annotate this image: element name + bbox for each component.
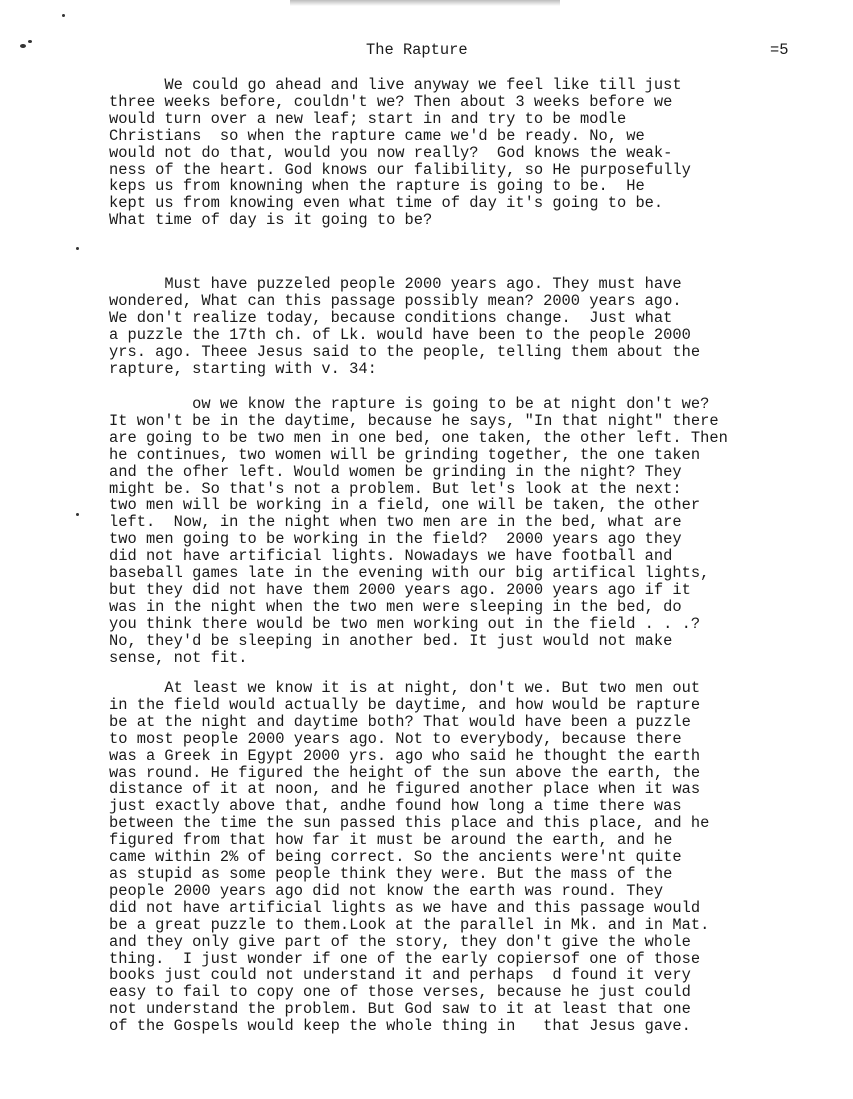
text-line: left. Now, in the night when two men are in the bed, what are	[109, 513, 682, 532]
scan-speck	[76, 247, 79, 250]
text-line: and the ofher left. Would women be grinding in the night? They	[109, 462, 682, 481]
text-line: baseball games late in the evening with our big artifical lights,	[109, 564, 710, 583]
scan-edge-artifact	[290, 0, 560, 6]
text-line: two men going to be working in the field? 2000 years ago they	[109, 530, 682, 549]
text-line: three weeks before, couldn't we? Then about 3 weeks before we	[109, 92, 673, 111]
text-line: No, they'd be sleeping in another bed. It just would not make	[109, 631, 673, 650]
text-line: At least we know it is at night, don't we. But two men out	[109, 679, 701, 697]
text-line: distance of it at noon, and he figured another place when it was	[109, 780, 701, 799]
scan-speck	[20, 44, 26, 48]
text-line: he continues, two women will be grinding together, the one taken	[109, 445, 701, 464]
text-line: just exactly above that, andhe found how long a time there was	[109, 797, 682, 816]
scan-speck	[28, 40, 32, 43]
text-line: What time of day is it going to be?	[109, 211, 433, 230]
text-line: yrs. ago. Theee Jesus said to the people, telling them about the	[109, 342, 701, 361]
text-line: ness of the heart. God knows our falibility, so He purposefully	[109, 160, 691, 179]
text-line: keps us from knowning when the rapture is going to be. He	[109, 177, 645, 196]
text-line: be at the night and daytime both? That would have been a puzzle	[109, 712, 691, 731]
paragraph-1	[109, 77, 691, 229]
text-line: It won't be in the daytime, because he says, "In that night" there	[109, 411, 719, 430]
text-line: was a Greek in Egypt 2000 yrs. ago who said he thought the earth	[109, 746, 701, 765]
text-line: might be. So that's not a problem. But let's look at the next:	[109, 479, 682, 498]
text-line: We don't realize today, because conditions change. Just what	[109, 308, 673, 327]
text-line: but they did not have them 2000 years ago. 2000 years ago if it	[109, 580, 691, 599]
text-line: books just could not understand it and perhaps d found it very	[109, 966, 691, 985]
text-line: you think there would be two men working out in the field . . .?	[109, 614, 701, 633]
text-line: ow we know the rapture is going to be at night don't we?	[109, 395, 710, 413]
text-line: are going to be two men in one bed, one taken, the other left. Then	[109, 428, 728, 447]
page-title: The Rapture	[366, 41, 468, 59]
text-line: to most people 2000 years ago. Not to everybody, because there	[109, 729, 682, 748]
text-line: rapture, starting with v. 34:	[109, 359, 377, 378]
text-line: Christians so when the rapture came we'd be ready. No, we	[109, 126, 645, 145]
text-line: would turn over a new leaf; start in and try to be modle	[109, 109, 627, 128]
text-line: wondered, What can this passage possibly mean? 2000 years ago.	[109, 291, 682, 310]
text-line: was in the night when the two men were sleeping in the bed, do	[109, 597, 682, 616]
text-line: between the time the sun passed this place and this place, and he	[109, 814, 710, 833]
text-line: thing. I just wonder if one of the early copiersof one of those	[109, 949, 701, 968]
paragraph-2	[109, 276, 700, 377]
text-line: Must have puzzeled people 2000 years ago. They must have	[109, 275, 682, 293]
paragraph-3	[109, 396, 728, 667]
text-line: as stupid as some people think they were. But the mass of the	[109, 864, 673, 883]
text-line: did not have artificial lights as we have and this passage would	[109, 898, 701, 917]
text-line: figured from that how far it must be around the earth, and he	[109, 831, 673, 850]
text-line: in the field would actually be daytime, and how would be rapture	[109, 695, 701, 714]
paragraph-4	[109, 680, 709, 1035]
text-line: and they only give part of the story, they don't give the whole	[109, 932, 691, 951]
text-line: easy to fail to copy one of those verses, because he just could	[109, 983, 691, 1002]
text-line: sense, not fit.	[109, 648, 248, 667]
text-line: two men will be working in a field, one will be taken, the other	[109, 496, 701, 515]
text-line: kept us from knowing even what time of day it's going to be.	[109, 194, 664, 213]
text-line: came within 2% of being correct. So the ancients were'nt quite	[109, 848, 682, 867]
text-line: would not do that, would you now really? God knows the weak-	[109, 143, 673, 162]
scan-speck	[76, 513, 79, 516]
text-line: We could go ahead and live anyway we feel like till just	[109, 76, 682, 94]
page-number: =5	[770, 41, 789, 59]
text-line: was round. He figured the height of the sun above the earth, the	[109, 763, 701, 782]
text-line: a puzzle the 17th ch. of Lk. would have been to the people 2000	[109, 325, 691, 344]
text-line: people 2000 years ago did not know the earth was round. They	[109, 881, 664, 900]
text-line: not understand the problem. But God saw to it at least that one	[109, 1000, 691, 1019]
text-line: did not have artificial lights. Nowadays we have football and	[109, 547, 673, 566]
text-line: be a great puzzle to them.Look at the parallel in Mk. and in Mat.	[109, 915, 710, 934]
text-line: of the Gospels would keep the whole thing in that Jesus gave.	[109, 1017, 691, 1036]
scan-speck	[62, 14, 65, 17]
